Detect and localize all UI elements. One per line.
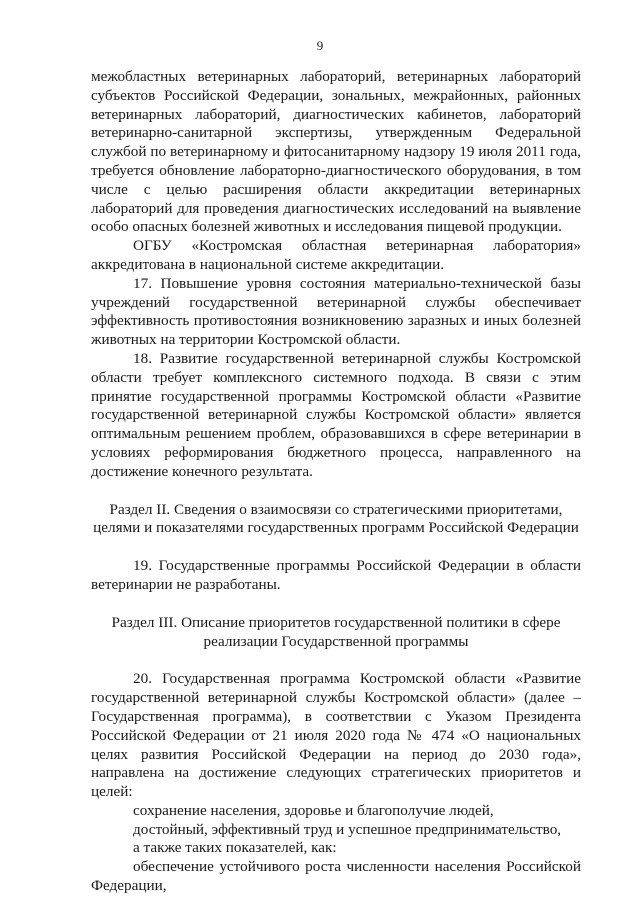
section-2-heading-line-1: Раздел II. Сведения о взаимосвязи со стратегическими приоритетами,: [109, 500, 563, 518]
section-2-heading-line-2: целями и показателями государственных программ Российской Федерации: [93, 519, 579, 537]
paragraph-20: 20. Государственная программа Костромской области «Развитие государственной ветеринарной службы Костромской области» (далее – Государственная программа), в соответствии с Указом Президента Российской Федерации от 21 июля 2020 года № 474 «О национальных целях развития Российской Федерации на период до 2030 года», направлена на достижение следующих стратегических приоритетов и целей:: [91, 670, 581, 801]
paragraph-19: 19. Государственные программы Российской Федерации в области ветеринарии не разработаны.: [91, 557, 581, 593]
paragraph-ogbu-accreditation: ОГБУ «Костромская областная ветеринарная лаборатория» аккредитована в национальной системе аккредитации.: [91, 237, 581, 273]
section-3-heading-line-2: реализации Государственной программы: [203, 632, 469, 650]
list-item-population: обеспечение устойчивого роста численности населения Российской Федерации,: [91, 858, 581, 895]
paragraph-laboratories: межобластных ветеринарных лабораторий, ветеринарных лабораторий субъектов Российской Федерации, зональных, межрайонных, районных ветеринарных лабораторий, диагностических кабинетов, лабораторий ветеринарно-санитарной экспертизы, утвержденным Федеральной службой по ветеринарному и фитосанитарному надзору 19 июля 2011 года, требуется обновление лабораторно-диагностического оборудования, в том числе с целью расширения области аккредитации ветеринарных лабораторий для проведения диагностических исследований на выявление особо опасных болезней животных и исследования пищевой продукции.: [91, 68, 581, 236]
list-item: а также таких показателей, как:: [133, 839, 337, 857]
list-item: сохранение населения, здоровье и благополучие людей,: [133, 801, 494, 819]
paragraph-18: 18. Развитие государственной ветеринарной службы Костромской области требует комплексного системного подхода. В связи с этим принятие государственной программы Костромской области «Развитие государственной ветеринарной службы Костромской области» является оптимальным решением проблем, образовавшихся в сфере ветеринарии в условиях реформирования бюджетного процесса, направленного на достижение конечного результата.: [91, 349, 581, 480]
paragraph-17: 17. Повышение уровня состояния материально-технической базы учреждений государственной ветеринарной службы обеспечивает эффективность противостояния возникновению заразных и иных болезней животных на территории Костромской области.: [91, 274, 581, 349]
list-item: достойный, эффективный труд и успешное предпринимательство,: [133, 820, 562, 838]
section-3-heading-line-1: Раздел III. Описание приоритетов государственной политики в сфере: [111, 613, 561, 631]
page-number: 9: [316, 38, 324, 53]
document-body: [91, 68, 581, 896]
